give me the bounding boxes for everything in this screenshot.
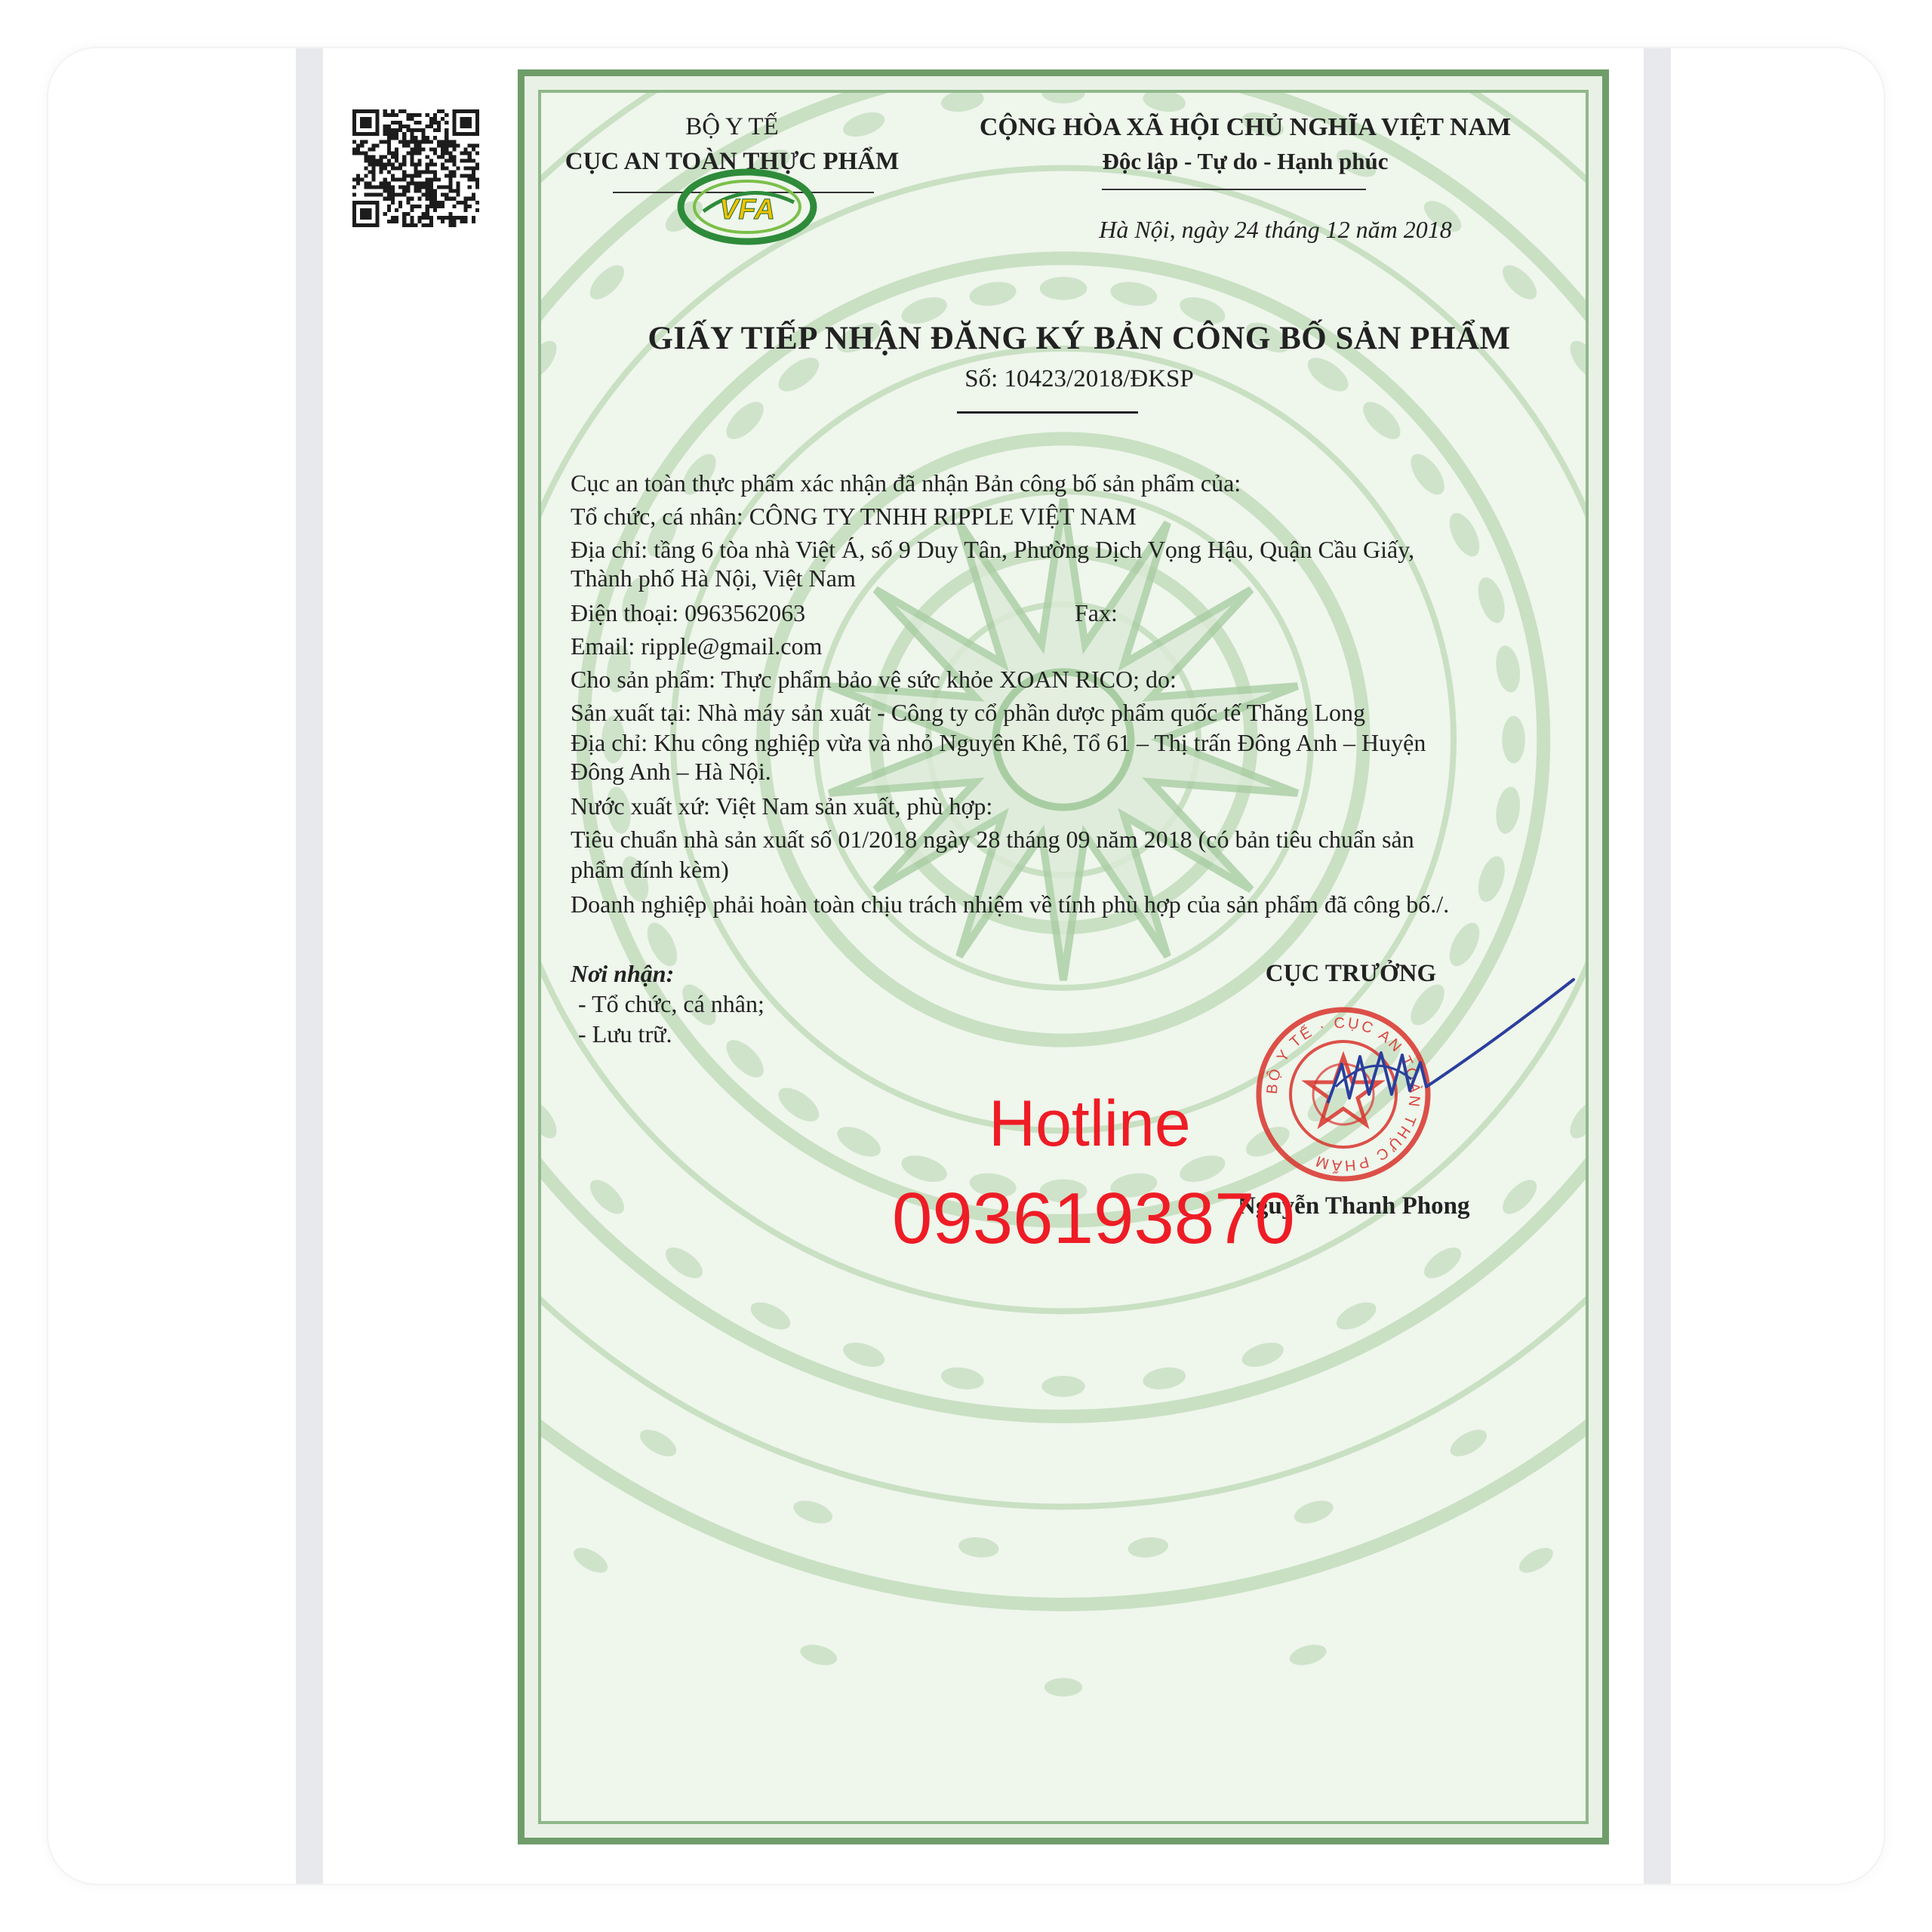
origin: Nước xuất xứ: Việt Nam sản xuất, phù hợp: <box>571 792 993 820</box>
signatory-title: CỤC TRƯỞNG <box>1265 960 1437 987</box>
responsibility-statement: Doanh nghiệp phải hoàn toàn chịu trách nhiệm về tính phù hợp của sản phẩm đã công bố./. <box>571 891 1450 918</box>
email: Email: ripple@gmail.com <box>571 632 823 660</box>
fax: Fax: <box>1075 599 1118 626</box>
document-title: GIẤY TIẾP NHẬN ĐĂNG KÝ BẢN CÔNG BỐ SẢN PHẨM <box>648 321 1511 356</box>
seal-text: BỘ Y TẾ · CỤC AN TOÀN THỰC PHẨM <box>1263 1014 1423 1174</box>
factory-address-line-1: Địa chỉ: Khu công nghiệp vừa và nhỏ Nguyên Khê, Tổ 61 – Thị trấn Đông Anh – Huyện <box>571 729 1426 756</box>
document-number: Số: 10423/2018/ĐKSP <box>964 365 1194 392</box>
standard-line-2: phẩm đính kèm) <box>571 856 729 883</box>
phone: Điện thoại: 0963562063 <box>571 599 806 626</box>
header-right-divider <box>1102 189 1366 190</box>
recipient-item: - Tổ chức, cá nhân; <box>578 990 764 1017</box>
address-line-1: Địa chỉ: tầng 6 tòa nhà Việt Á, số 9 Duy Tân, Phường Dịch Vọng Hậu, Quận Cầu Giấy, <box>571 536 1415 563</box>
signatory-name: Nguyễn Thanh Phong <box>1238 1192 1470 1220</box>
recipients-heading: Nơi nhận: <box>571 960 675 987</box>
vfa-logo-text: VFA <box>719 194 775 226</box>
recipient-item: - Lưu trữ. <box>578 1020 672 1048</box>
standard-line-1: Tiêu chuẩn nhà sản xuất số 01/2018 ngày 28 tháng 09 năm 2018 (có bản tiêu chuẩn sản <box>571 826 1414 853</box>
title-divider <box>957 411 1138 414</box>
page-gutter-left <box>296 48 323 1884</box>
qr-code <box>352 109 479 227</box>
intro-text: Cục an toàn thực phẩm xác nhận đã nhận Bản công bố sản phẩm của: <box>571 469 1241 497</box>
factory-address-line-2: Đông Anh – Hà Nội. <box>571 758 771 785</box>
national-motto: Độc lập - Tự do - Hạnh phúc <box>1102 148 1389 174</box>
department-name: CỤC AN TOÀN THỰC PHẨM <box>565 148 900 175</box>
hotline-number: 0936193870 <box>892 1178 1295 1259</box>
organization: Tổ chức, cá nhân: CÔNG TY TNHH RIPPLE VIỆT NAM <box>571 503 1137 530</box>
manufacturer: Sản xuất tại: Nhà máy sản xuất - Công ty cổ phần dược phẩm quốc tế Thăng Long <box>571 699 1365 726</box>
vfa-logo <box>673 163 821 248</box>
product: Cho sản phẩm: Thực phẩm bảo vệ sức khỏe XOAN RICO; do: <box>571 666 1177 693</box>
ministry-name: BỘ Y TẾ <box>685 113 779 140</box>
signature <box>1313 974 1585 1155</box>
address-line-2: Thành phố Hà Nội, Việt Nam <box>571 565 856 592</box>
hotline-label: Hotline <box>989 1088 1191 1160</box>
country-name: CỘNG HÒA XÃ HỘI CHỦ NGHĨA VIỆT NAM <box>979 113 1512 141</box>
page-gutter-right <box>1644 48 1671 1884</box>
place-date: Hà Nội, ngày 24 tháng 12 năm 2018 <box>1099 216 1452 243</box>
